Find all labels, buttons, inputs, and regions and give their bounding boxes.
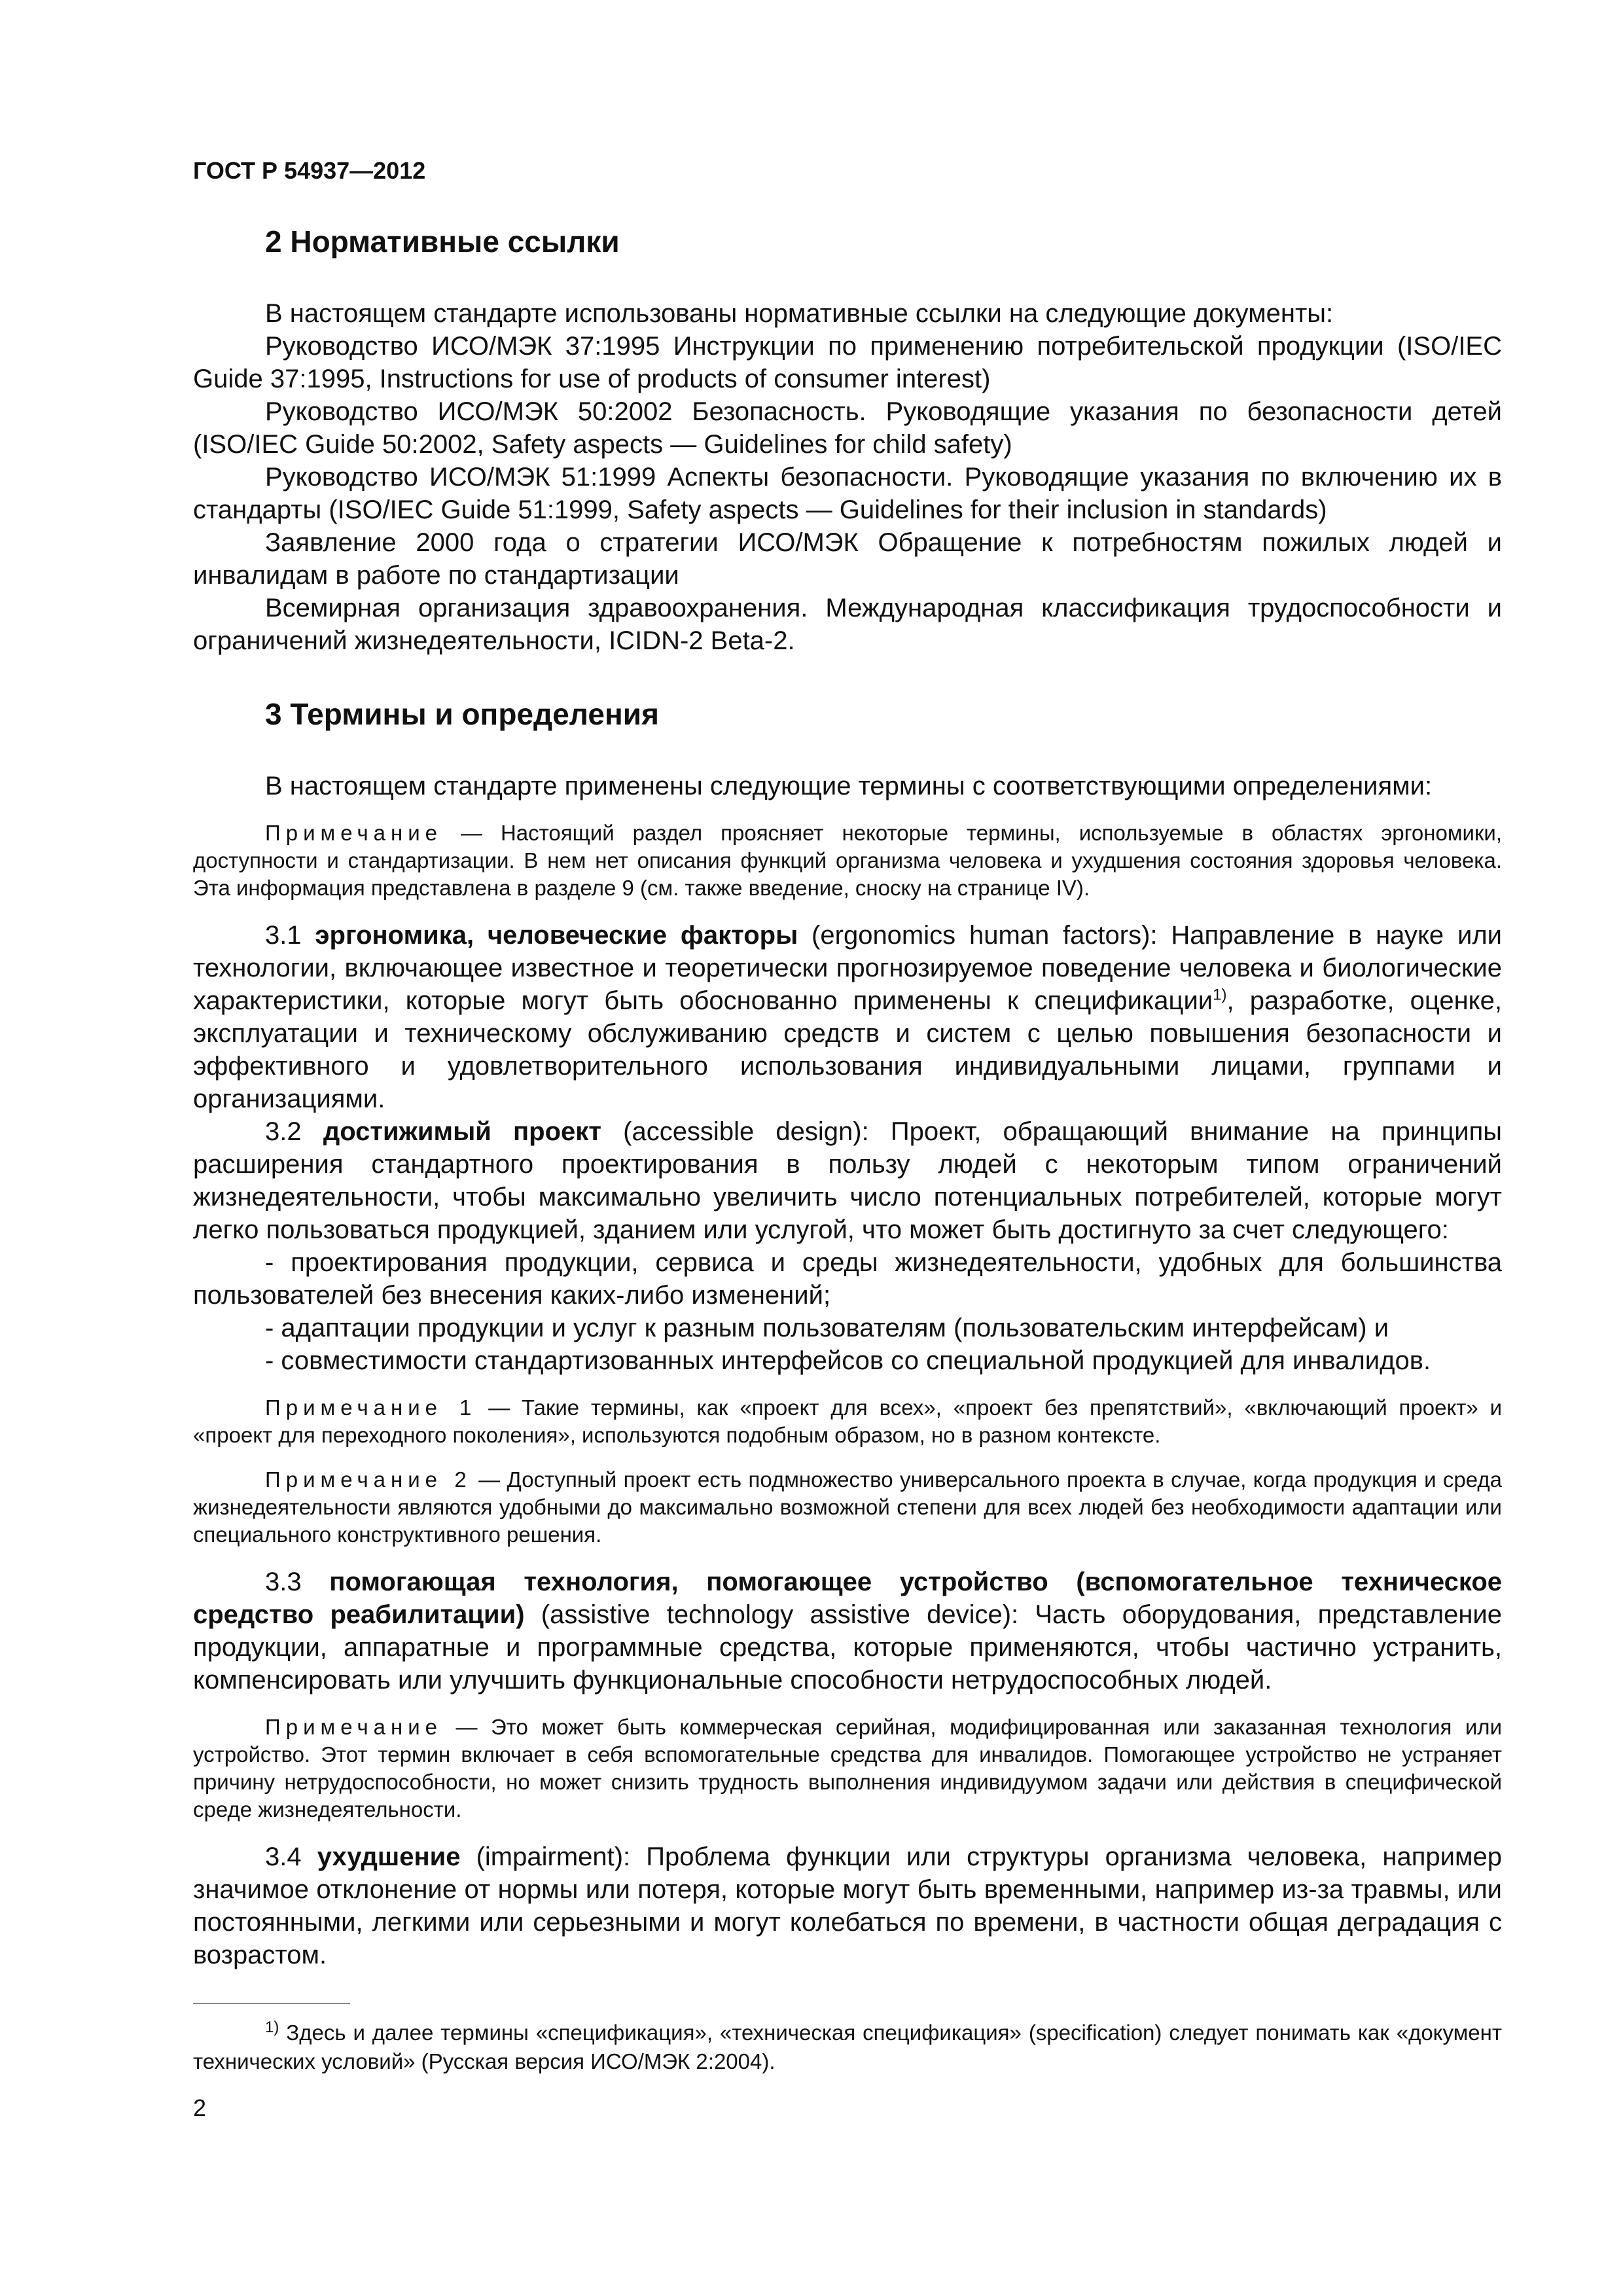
term-definition: (ergonomics human factors): Направление в науке или технологии, включающее известное и теоретически прогнозируемое поведение человека и биологические характеристики, которые могут быть обоснованно применены к спецификации — [193, 921, 1503, 1015]
note-label: Примечание — [265, 1715, 443, 1739]
note-3 — [193, 1713, 1502, 1823]
term-3-1 — [193, 919, 1502, 1115]
list-item: - адаптации продукции и услуг к разным пользователям (пользовательским интерфейсам) и — [265, 1314, 1389, 1342]
footnote-ref: 1) — [1213, 986, 1227, 1004]
document-code: ГОСТ Р 54937—2012 — [193, 157, 426, 184]
section-3-heading: 3 Термины и определения — [265, 697, 659, 731]
reference-item: Руководство ИСО/МЭК 50:2002 Безопасность. Руководящие указания по безопасности детей (ISO/IEC Guide 50:2002, Safety aspects — Guidelines for child safety) — [193, 397, 1502, 459]
footnote-mark: 1) — [265, 2018, 279, 2036]
references-intro: В настоящем стандарте использованы нормативные ссылки на следующие документы: — [265, 299, 1334, 328]
note-terms-scope — [193, 819, 1502, 902]
note-text: — Доступный проект есть подмножество универсального проекта в случае, когда продукция и среда жизнедеятельности являются удобными до максимально возможной степени для всех людей без необходимости адаптации или специального конструктивного решения. — [193, 1467, 1503, 1547]
reference-item: Всемирная организация здравоохранения. Международная классификация трудоспособности и ограничений жизнедеятельности, ICIDN-2 Beta-2. — [193, 594, 1502, 655]
list-item: - совместимости стандартизованных интерфейсов со специальной продукцией для инвалидов. — [265, 1346, 1431, 1375]
term-number: 3.4 — [265, 1842, 317, 1871]
term-number: 3.2 — [265, 1117, 323, 1146]
document-page — [193, 157, 1502, 1971]
term-3-4 — [193, 1840, 1502, 1971]
note-text: — Настоящий раздел проясняет некоторые термины, используемые в областях эргономики, доступности и стандартизации. В нем нет описания функций организма человека и ухудшения состояния здоровья человека. Эта информация представлена в разделе 9 (см. также введение, сноску на странице IV). — [193, 821, 1502, 900]
reference-item: Заявление 2000 года о стратегии ИСО/МЭК Обращение к потребностям пожилых людей и инвалидам в работе по стандартизации — [193, 528, 1502, 590]
normative-references — [193, 297, 1502, 657]
reference-item: Руководство ИСО/МЭК 51:1999 Аспекты безопасности. Руководящие указания по включению их в стандарты (ISO/IEC Guide 51:1999, Safety aspects — Guidelines for their inclusion in standards) — [193, 463, 1502, 524]
list-item: - проектирования продукции, сервиса и среды жизнедеятельности, удобных для большинства пользователей без внесения каких-либо изменений; — [193, 1248, 1502, 1310]
page-number: 2 — [193, 2094, 207, 2121]
term-definition: (accessible design): Проект, обращающий внимание на принципы расширения стандартного проектирования в пользу людей с некоторым типом ограничений жизнедеятельности, чтобы максимально увеличить число потенциальных потребителей, которые могут легко пользоваться продукцией, зданием или услугой, что может быть достигнуто за счет следующего: — [193, 1117, 1503, 1244]
term-definition: (assistive technology assistive device): Часть оборудования, представление продукции, аппаратные и программные средства, которые применяются, чтобы частично устранить, компенсировать или улучшить функциональные способности нетрудоспособных людей. — [193, 1600, 1502, 1695]
term-definition: (impairment): Проблема функции или структуры организма человека, например значимое отклонение от нормы или потеря, которые могут быть временными, например из-за травмы, или постоянными, легкими или серьезными и могут колебаться по времени, в частности общая деградация с возрастом. — [193, 1842, 1502, 1969]
note-2 — [193, 1466, 1502, 1549]
note-label: Примечание — [265, 821, 443, 845]
footnote-separator — [193, 2003, 350, 2004]
section-2-heading: 2 Нормативные ссылки — [265, 224, 620, 259]
note-label: Примечание 2 — [265, 1467, 472, 1492]
terms-intro: В настоящем стандарте применены следующие термины с соответствующими определениями: — [265, 772, 1433, 800]
term-number: 3.3 — [265, 1568, 330, 1596]
term-3-3 — [193, 1566, 1502, 1696]
term-name: ухудшение — [317, 1842, 461, 1871]
term-name: эргономика, человеческие факторы — [315, 921, 798, 950]
term-definition-cont: , разработке, оценке, эксплуатации и техническому обслуживанию средств и систем с целью повышения безопасности и эффективного и удовлетворительного использования индивидуальными лицами, группами и организациями. — [193, 986, 1502, 1113]
note-text: — Это может быть коммерческая серийная, модифицированная или заказанная технология или устройство. Этот термин включает в себя вспомогательные средства для инвалидов. Помогающее устройство не устраняет причину нетрудоспособности, но может снизить трудность выполнения индивидуумом задачи или действия в специфической среде жизнедеятельности. — [193, 1715, 1502, 1821]
note-label: Примечание 1 — [265, 1395, 477, 1420]
term-number: 3.1 — [265, 921, 315, 950]
reference-item: Руководство ИСО/МЭК 37:1995 Инструкции по применению потребительской продукции (ISO/IEC Guide 37:1995, Instructions for use of products of consumer interest) — [193, 332, 1502, 393]
footnote-text: Здесь и далее термины «спецификация», «техническая спецификация» (specification) следует понимать как «документ технических условий» (Русская версия ИСО/МЭК 2:2004). — [193, 2020, 1502, 2073]
note-text: — Такие термины, как «проект для всех», «проект без препятствий», «включающий проект» и «проект для переходного поколения», используются подобным образом, но в разном контексте. — [193, 1395, 1503, 1447]
note-1 — [193, 1394, 1502, 1449]
term-name: достижимый проект — [323, 1117, 601, 1146]
footnote — [193, 2018, 1502, 2076]
term-name: помогающая технология, помогающее устройство (вспомогательное техническое средство реабилитации) — [193, 1568, 1502, 1629]
term-3-2 — [193, 1115, 1502, 1246]
